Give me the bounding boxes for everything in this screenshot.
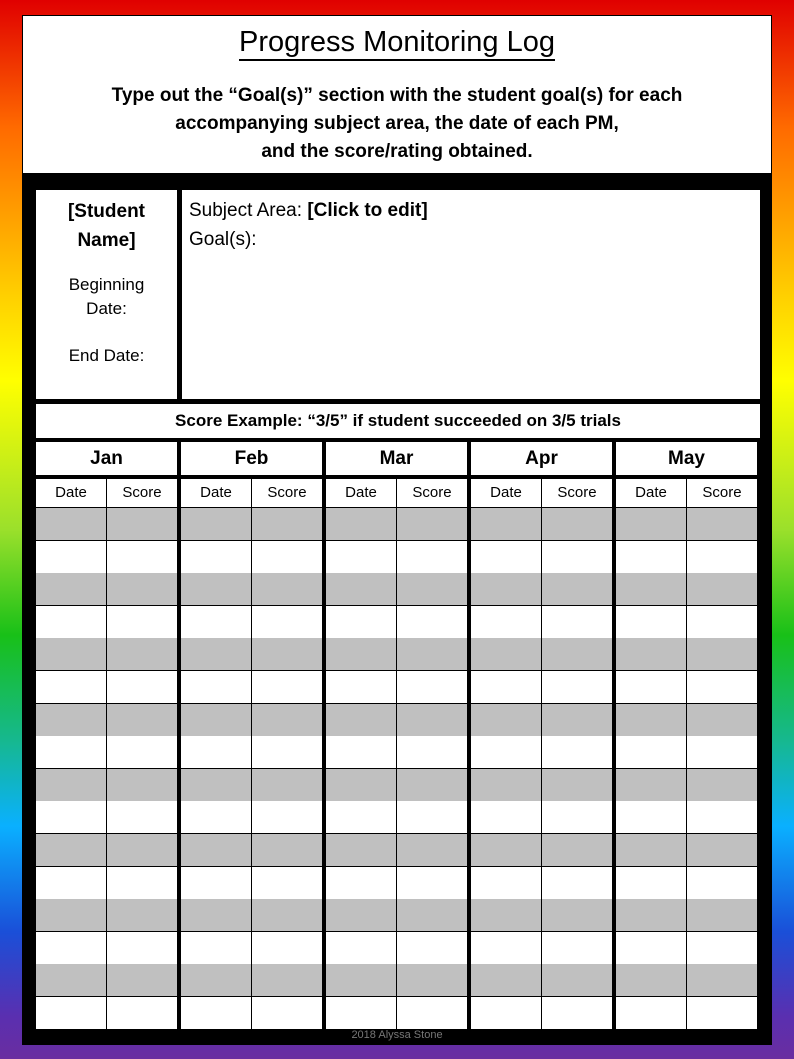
score-cell[interactable] (687, 573, 757, 605)
date-cell[interactable] (471, 801, 541, 833)
score-cell[interactable] (397, 801, 467, 833)
month-header-feb: Feb (181, 442, 322, 475)
score-cell[interactable] (107, 638, 177, 670)
score-cell[interactable] (542, 671, 612, 703)
score-cell[interactable] (397, 867, 467, 899)
score-column-header: Score (687, 479, 757, 507)
date-cell[interactable] (326, 638, 396, 670)
goal-box[interactable] (182, 190, 760, 399)
date-cell[interactable] (36, 867, 106, 899)
date-cell[interactable] (471, 573, 541, 605)
date-cell[interactable] (471, 704, 541, 736)
date-cell[interactable] (181, 899, 251, 931)
score-cell[interactable] (252, 704, 322, 736)
month-header-may: May (616, 442, 757, 475)
score-cell[interactable] (687, 704, 757, 736)
goals-label: Goal(s): (189, 229, 257, 250)
score-cell[interactable] (397, 834, 467, 866)
score-cell[interactable] (397, 671, 467, 703)
date-cell[interactable] (471, 867, 541, 899)
score-cell[interactable] (252, 964, 322, 996)
date-cell[interactable] (616, 801, 686, 833)
date-cell[interactable] (326, 997, 396, 1029)
date-cell[interactable] (36, 997, 106, 1029)
score-cell[interactable] (687, 606, 757, 638)
score-cell[interactable] (687, 769, 757, 801)
date-cell[interactable] (181, 736, 251, 768)
score-cell[interactable] (252, 573, 322, 605)
score-cell[interactable] (107, 997, 177, 1029)
score-column-header: Score (542, 479, 612, 507)
score-cell[interactable] (107, 704, 177, 736)
instructions (63, 82, 731, 166)
log-page (22, 15, 772, 1045)
page-title: Progress Monitoring Log (23, 26, 771, 59)
date-cell[interactable] (36, 801, 106, 833)
date-cell[interactable] (326, 573, 396, 605)
date-cell[interactable] (181, 834, 251, 866)
date-cell[interactable] (326, 508, 396, 540)
date-cell[interactable] (36, 932, 106, 964)
date-cell[interactable] (616, 671, 686, 703)
subject-area-line (189, 196, 760, 225)
date-cell[interactable] (616, 606, 686, 638)
date-cell[interactable] (326, 964, 396, 996)
score-cell[interactable] (397, 541, 467, 573)
date-cell[interactable] (471, 997, 541, 1029)
score-cell[interactable] (542, 736, 612, 768)
score-cell[interactable] (397, 997, 467, 1029)
instructions-line-1: Type out the “Goal(s)” section with the student goal(s) for each (111, 85, 683, 106)
score-cell[interactable] (687, 964, 757, 996)
score-cell[interactable] (252, 801, 322, 833)
score-cell[interactable] (542, 932, 612, 964)
date-cell[interactable] (36, 964, 106, 996)
score-cell[interactable] (252, 736, 322, 768)
beginning-date-label: Beginning Date: (68, 275, 145, 318)
score-cell[interactable] (687, 508, 757, 540)
date-cell[interactable] (181, 606, 251, 638)
date-cell[interactable] (616, 899, 686, 931)
score-cell[interactable] (542, 704, 612, 736)
date-cell[interactable] (616, 704, 686, 736)
date-cell[interactable] (36, 704, 106, 736)
end-date-label: End Date: (68, 346, 145, 365)
date-cell[interactable] (616, 867, 686, 899)
date-cell[interactable] (326, 736, 396, 768)
score-cell[interactable] (542, 769, 612, 801)
month-header-jan: Jan (36, 442, 177, 475)
date-cell[interactable] (181, 769, 251, 801)
score-cell[interactable] (687, 899, 757, 931)
date-cell[interactable] (36, 508, 106, 540)
student-name-field[interactable]: [Student Name] (67, 201, 146, 251)
date-cell[interactable] (36, 769, 106, 801)
score-cell[interactable] (397, 769, 467, 801)
score-cell[interactable] (542, 867, 612, 899)
date-cell[interactable] (616, 541, 686, 573)
score-cell[interactable] (252, 997, 322, 1029)
score-cell[interactable] (542, 964, 612, 996)
student-info-box (36, 190, 177, 399)
date-column-header: Date (36, 479, 106, 507)
date-cell[interactable] (616, 997, 686, 1029)
date-cell[interactable] (616, 573, 686, 605)
date-cell[interactable] (471, 736, 541, 768)
score-column-header: Score (397, 479, 467, 507)
date-cell[interactable] (36, 541, 106, 573)
header (22, 15, 772, 174)
date-cell[interactable] (36, 736, 106, 768)
date-column-header: Date (616, 479, 686, 507)
score-cell[interactable] (687, 801, 757, 833)
date-cell[interactable] (181, 541, 251, 573)
date-cell[interactable] (616, 638, 686, 670)
date-cell[interactable] (616, 834, 686, 866)
date-cell[interactable] (471, 964, 541, 996)
score-cell[interactable] (107, 606, 177, 638)
date-cell[interactable] (326, 606, 396, 638)
score-cell[interactable] (397, 932, 467, 964)
score-cell[interactable] (397, 704, 467, 736)
score-example: Score Example: “3/5” if student succeeded on 3/5 trials (36, 404, 760, 438)
date-cell[interactable] (616, 736, 686, 768)
date-cell[interactable] (36, 899, 106, 931)
score-cell[interactable] (252, 671, 322, 703)
date-cell[interactable] (616, 932, 686, 964)
date-cell[interactable] (471, 769, 541, 801)
score-cell[interactable] (107, 899, 177, 931)
score-cell[interactable] (542, 606, 612, 638)
score-cell[interactable] (687, 932, 757, 964)
date-cell[interactable] (471, 671, 541, 703)
date-cell[interactable] (326, 899, 396, 931)
instructions-line-3: and the score/rating obtained. (261, 141, 533, 162)
date-cell[interactable] (326, 834, 396, 866)
score-cell[interactable] (687, 997, 757, 1029)
subject-area-value[interactable]: [Click to edit] (307, 200, 428, 221)
score-cell[interactable] (687, 638, 757, 670)
month-header-apr: Apr (471, 442, 612, 475)
score-cell[interactable] (107, 932, 177, 964)
score-cell[interactable] (252, 769, 322, 801)
score-cell[interactable] (252, 508, 322, 540)
date-cell[interactable] (471, 638, 541, 670)
date-cell[interactable] (616, 964, 686, 996)
score-cell[interactable] (687, 834, 757, 866)
date-cell[interactable] (326, 932, 396, 964)
date-cell[interactable] (36, 606, 106, 638)
date-cell[interactable] (181, 801, 251, 833)
date-cell[interactable] (471, 606, 541, 638)
score-cell[interactable] (542, 638, 612, 670)
score-cell[interactable] (107, 964, 177, 996)
date-cell[interactable] (36, 573, 106, 605)
date-cell[interactable] (326, 801, 396, 833)
score-cell[interactable] (687, 736, 757, 768)
score-cell[interactable] (397, 508, 467, 540)
date-cell[interactable] (471, 508, 541, 540)
score-cell[interactable] (107, 541, 177, 573)
score-cell[interactable] (107, 736, 177, 768)
score-cell[interactable] (107, 834, 177, 866)
date-cell[interactable] (471, 899, 541, 931)
score-cell[interactable] (252, 638, 322, 670)
score-cell[interactable] (397, 964, 467, 996)
score-cell[interactable] (397, 736, 467, 768)
date-cell[interactable] (471, 932, 541, 964)
score-cell[interactable] (542, 899, 612, 931)
score-cell[interactable] (397, 606, 467, 638)
score-cell[interactable] (107, 867, 177, 899)
date-cell[interactable] (181, 508, 251, 540)
score-cell[interactable] (252, 899, 322, 931)
score-cell[interactable] (397, 573, 467, 605)
date-cell[interactable] (36, 671, 106, 703)
score-column-header: Score (252, 479, 322, 507)
score-cell[interactable] (542, 508, 612, 540)
date-cell[interactable] (616, 508, 686, 540)
date-cell[interactable] (326, 867, 396, 899)
score-cell[interactable] (687, 541, 757, 573)
date-cell[interactable] (471, 541, 541, 573)
date-cell[interactable] (181, 704, 251, 736)
score-cell[interactable] (542, 801, 612, 833)
date-column-header: Date (471, 479, 541, 507)
score-cell[interactable] (252, 606, 322, 638)
date-cell[interactable] (326, 704, 396, 736)
date-column-header: Date (181, 479, 251, 507)
copyright-text: 2018 Alyssa Stone (351, 1029, 443, 1041)
score-cell[interactable] (252, 932, 322, 964)
date-cell[interactable] (181, 964, 251, 996)
score-grid (36, 479, 760, 1031)
score-cell[interactable] (687, 671, 757, 703)
date-cell[interactable] (181, 638, 251, 670)
score-cell[interactable] (542, 541, 612, 573)
date-column-header: Date (326, 479, 396, 507)
date-cell[interactable] (326, 671, 396, 703)
score-cell[interactable] (107, 769, 177, 801)
score-cell[interactable] (542, 997, 612, 1029)
score-cell[interactable] (397, 899, 467, 931)
month-header-row (36, 442, 760, 475)
date-cell[interactable] (326, 769, 396, 801)
date-cell[interactable] (36, 834, 106, 866)
score-column-header: Score (107, 479, 177, 507)
date-cell[interactable] (181, 997, 251, 1029)
score-cell[interactable] (542, 834, 612, 866)
subject-area-label: Subject Area: (189, 200, 303, 221)
score-cell[interactable] (252, 834, 322, 866)
date-cell[interactable] (471, 834, 541, 866)
score-cell[interactable] (687, 867, 757, 899)
date-cell[interactable] (616, 769, 686, 801)
date-cell[interactable] (181, 573, 251, 605)
score-cell[interactable] (542, 573, 612, 605)
date-cell[interactable] (36, 638, 106, 670)
date-cell[interactable] (181, 867, 251, 899)
score-cell[interactable] (107, 508, 177, 540)
score-cell[interactable] (252, 541, 322, 573)
score-cell[interactable] (252, 867, 322, 899)
score-cell[interactable] (107, 671, 177, 703)
score-cell[interactable] (107, 573, 177, 605)
instructions-line-2: accompanying subject area, the date of each PM, (175, 113, 619, 134)
score-cell[interactable] (397, 638, 467, 670)
date-cell[interactable] (181, 671, 251, 703)
date-cell[interactable] (181, 932, 251, 964)
date-cell[interactable] (326, 541, 396, 573)
score-cell[interactable] (107, 801, 177, 833)
month-header-mar: Mar (326, 442, 467, 475)
